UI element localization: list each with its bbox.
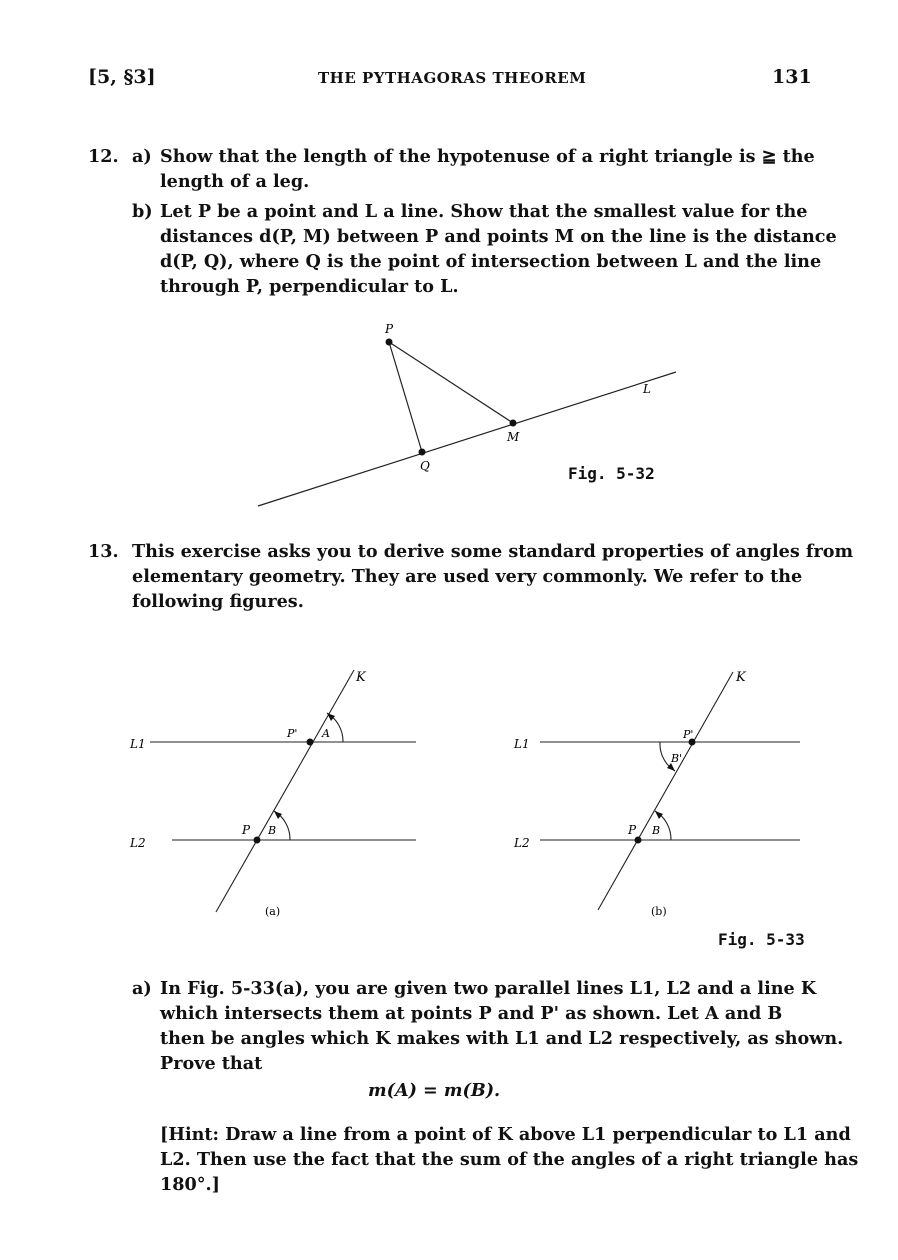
exercise-13-number: 13. — [88, 541, 119, 562]
label-Q: Q — [420, 459, 430, 473]
point-P — [254, 837, 261, 844]
label-L2: L2 — [130, 836, 146, 850]
equation: m(A) = m(B). — [368, 1080, 501, 1101]
exercise-13a-label: a) — [132, 978, 152, 999]
label-P: P — [385, 322, 394, 336]
text-line: Let P be a point and L a line. Show that the smallest value for the — [160, 201, 808, 222]
label-P: P — [628, 823, 637, 837]
arrowhead-icon — [655, 811, 663, 819]
label-M: M — [507, 430, 520, 444]
exercise-12a-label: a) — [132, 146, 152, 167]
label-A: A — [322, 727, 330, 740]
text-line: then be angles which K makes with L1 and L2 respectively, as shown. — [160, 1028, 844, 1049]
subfigure-label-b: (b) — [651, 905, 667, 918]
text-line: through P, perpendicular to L. — [160, 276, 459, 297]
text-line: In Fig. 5-33(a), you are given two parallel lines L1, L2 and a line K — [160, 978, 817, 999]
text-line: distances d(P, M) between P and points M on the line is the distance — [160, 226, 837, 247]
point-P — [635, 837, 642, 844]
label-K: K — [736, 670, 746, 685]
text-line: 180°.] — [160, 1174, 220, 1195]
exercise-12-number: 12. — [88, 146, 119, 167]
exercise-12b-label: b) — [132, 201, 153, 222]
exercise-13a-text — [160, 976, 843, 1076]
point-P-prime — [307, 739, 314, 746]
label-L: L — [643, 382, 651, 396]
label-K: K — [356, 670, 366, 685]
label-P-prime: P' — [287, 727, 298, 740]
arrowhead-icon — [274, 811, 282, 819]
text-line: following figures. — [132, 591, 304, 612]
label-B: B — [652, 824, 661, 837]
figure-5-33a — [129, 670, 416, 918]
text-line: L2. Then use the fact that the sum of the angles of a right triangle has — [160, 1149, 859, 1170]
label-P: P — [242, 823, 251, 837]
text-line: Show that the length of the hypotenuse of a right triangle is ≧ the — [160, 146, 815, 167]
label-P-prime: P' — [683, 728, 694, 741]
line-K — [216, 670, 354, 912]
label-B: B — [268, 824, 277, 837]
text-line: This exercise asks you to derive some standard properties of angles from — [132, 541, 854, 562]
arrowhead-icon — [327, 713, 335, 721]
figure-5-33-caption: Fig. 5-33 — [718, 930, 805, 949]
text-line: length of a leg. — [160, 171, 310, 192]
figure-5-32-caption: Fig. 5-32 — [568, 464, 655, 483]
text-line: [Hint: Draw a line from a point of K above L1 perpendicular to L1 and — [160, 1124, 851, 1145]
label-L1: L1 — [514, 737, 530, 751]
label-B-prime: B' — [671, 752, 683, 765]
subfigure-label-a: (a) — [265, 905, 281, 918]
line-K — [598, 672, 733, 910]
label-L1: L1 — [130, 737, 146, 751]
running-title: THE PYTHAGORAS THEOREM — [318, 69, 587, 87]
text-line: Prove that — [160, 1053, 263, 1074]
text-line: which intersects them at points P and P' as shown. Let A and B — [160, 1003, 783, 1024]
hint-text — [160, 1122, 858, 1197]
section-reference: [5, §3] — [88, 66, 156, 88]
text-line: d(P, Q), where Q is the point of intersection between L and the line — [160, 251, 822, 272]
text-line: elementary geometry. They are used very commonly. We refer to the — [132, 566, 803, 587]
label-L2: L2 — [514, 836, 530, 850]
figure-5-33b — [513, 670, 800, 918]
page-number: 131 — [772, 66, 812, 88]
